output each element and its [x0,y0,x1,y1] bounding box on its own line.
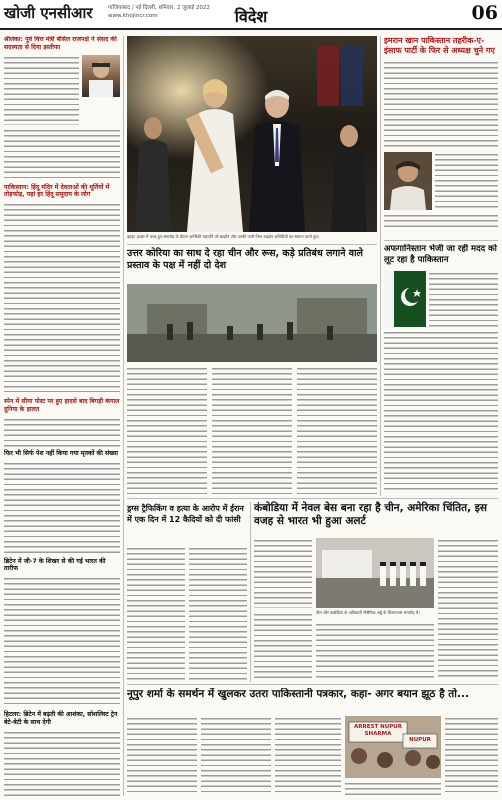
section-title: विदेश [234,7,268,26]
left-story-3-headline: स्पेन में सीमा पोस्ट पर हुए हादसे बाद बिगड़ी कंगाल दुनिया के हालत [4,398,120,413]
right-story-1-headline: इमरान खान पाकिस्तान तहरीक-ए-इंसाफ पार्टी के फिर से अध्यक्ष चुने गए [384,36,495,55]
naval-base-photo-caption: चीन और कंबोडिया के अधिकारी नौसैनिक अड्डे के शिलान्यास समारोह में। [316,610,420,615]
north-korea-photo [127,284,377,362]
cambodia-story-body-4 [316,622,434,680]
left-story-2-headline: पाकिस्तान: हिंदू मंदिर में देवताओं की मूर्तियों में तोड़फोड़, यहां हर हिंदू समुदाय के लोग [4,183,110,199]
masthead [0,0,502,30]
left-story-2-body [4,202,120,392]
cambodia-story-headline: कंबोडिया में नेवल बेस बना रहा है चीन, अमेरिका चिंतित, इस वजह से भारत भी हुआ अलर्ट [254,502,487,527]
left-story-1-body [4,55,79,125]
feature-photo-caption: व्हाइट हाउस में जल्द हुए समारोह के दौरान अमेरिकी राष्ट्रपति जो बाइडेन और उनकी पत्नी जिल बाइडेन अतिथियों का स्वागत करते हुए। [127,234,320,239]
section-rule [127,684,498,685]
afghan-story-body [384,330,498,490]
left-story-6-body [4,730,120,796]
military-parade-photo-icon [127,284,377,362]
pakistan-flag-icon [384,271,426,327]
iran-story-body-1 [127,546,185,680]
column-rule [250,502,251,682]
section-rule [384,240,498,241]
left-column [4,36,120,796]
cambodia-story-body-1 [254,538,312,608]
left-story-3-body [4,417,120,447]
portrait-icon [82,55,120,97]
naval-base-photo [316,538,434,608]
bottom-story-body-3 [275,716,341,796]
protest-banner-2: NUPUR [409,737,431,743]
mid-story-body-3 [297,366,377,494]
portrait-icon [384,152,432,210]
column-rule [380,244,381,496]
left-story-5-headline: ब्रिटेन में जी-7 के शिखर से की गई भारत की तारीफ [4,557,106,573]
section-rule [127,244,377,245]
afghan-story-body-top [429,271,498,327]
bottom-story-body-4 [345,781,441,796]
bottom-story-body-1 [127,716,197,796]
left-story-1-body-cont [4,128,120,178]
protest-photo [345,716,441,778]
cambodia-story-body-2 [254,612,312,680]
protest-banner-1: ARREST NUPUR SHARMA [354,724,402,737]
bottom-story-headline: नूपुर शर्मा के समर्थन में खुलकर उतरा पाकिस्तानी पत्रकार, कहा- अगर बयान झूठ है तो... [127,688,469,700]
right-story-1-body-end [384,213,498,227]
pakistan-flag-photo [384,271,426,327]
mid-story-body-1 [127,366,207,494]
cambodia-story-body-3 [438,538,498,680]
right-story-1-body-cont [435,152,498,210]
dateline-date: गाजियाबाद / नई दिल्ली, शनिवार, 2 जुलाई 2022 [108,5,210,11]
white-house-event-photo-icon [127,36,377,232]
dateline-site: www.khojincr.com [108,13,158,19]
right-story-2-headline: अफगानिस्तान भेजी जा रही मदद को लूट रहा है पाकिस्तान [384,244,497,265]
left-story-4-headline: फिर भी सिर्फ पेश नहीं किया गया मृतकों की संख्या [4,449,118,457]
left-story-1-headline: श्रीलंका: पूर्व वित्त मंत्री बेसिल राजपक्षे ने संसद की सदस्यता से दिया इस्तीफा [4,36,117,51]
page-number: 06 [471,2,498,24]
mid-story-body-2 [212,366,292,494]
mid-story-headline: उत्तर कोरिया का साथ दे रहा चीन और रूस, कड़े प्रतिबंध लगाने वाले प्रस्ताव के पक्ष में नहीं दो देश [127,248,363,271]
feature-photo [127,36,377,232]
portrait-photo [82,55,120,97]
column-rule [123,36,124,796]
imran-khan-photo [384,152,498,210]
left-story-4-body [4,461,120,553]
left-story-5-body [4,576,120,706]
newspaper-logo: खोजी एनसीआर [4,4,93,22]
bottom-story-body-2 [201,716,271,796]
iran-story-headline: ड्रग्स ट्रैफिकिंग व हत्या के आरोप में ईरान में एक दिन में 12 कैदियों को दी फांसी [127,504,244,524]
right-story-1-body [384,60,498,148]
bottom-story-body-5 [445,716,498,796]
iran-story-body-2 [189,546,247,680]
left-story-6-headline: हिटलर: ब्रिटेन में बढ़ती की आशंका, सोशलिस्ट ट्रेन बेटे-बेटी के साथ देगी [4,711,118,726]
naval-ceremony-photo-icon [316,538,434,608]
section-rule [127,498,498,499]
